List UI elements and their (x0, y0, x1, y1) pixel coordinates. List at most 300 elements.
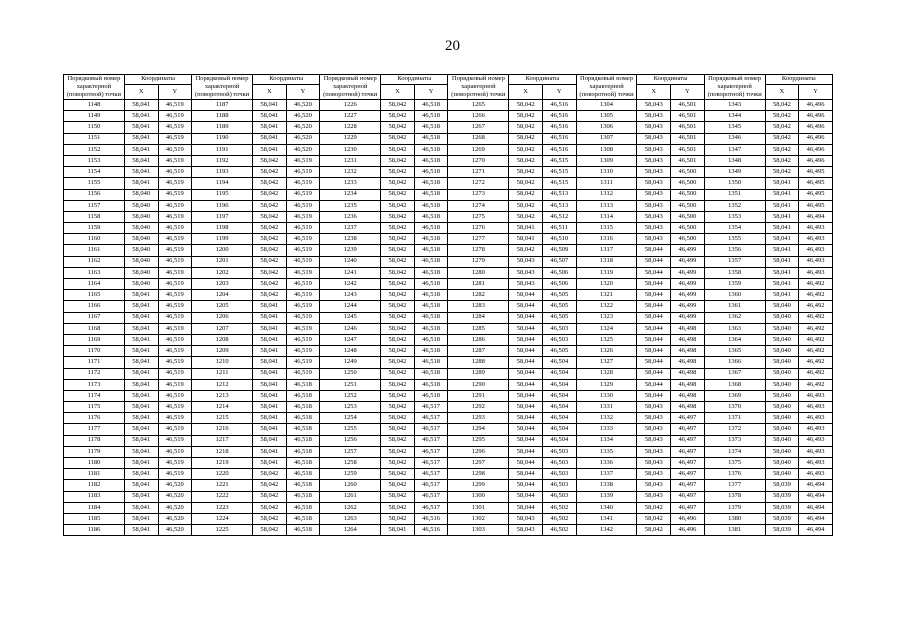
y-coordinate-cell: 46,499 (671, 312, 705, 323)
x-coordinate-cell: 58,043 (637, 480, 671, 491)
point-id-cell: 1214 (192, 402, 253, 413)
y-coordinate-cell: 46,504 (542, 435, 576, 446)
point-id-cell: 1372 (704, 424, 765, 435)
coordinates-table (63, 74, 833, 536)
x-coordinate-cell: 58,042 (381, 446, 415, 457)
x-coordinate-cell: 58,044 (509, 379, 543, 390)
y-coordinate-cell: 46,493 (799, 424, 833, 435)
point-id-cell: 1170 (64, 346, 125, 357)
y-coordinate-cell: 46,519 (158, 279, 192, 290)
table-row (64, 267, 833, 278)
y-coordinate-cell: 46,498 (671, 368, 705, 379)
point-id-cell: 1179 (64, 446, 125, 457)
x-coordinate-cell: 58,041 (124, 144, 158, 155)
y-coordinate-cell: 46,519 (158, 379, 192, 390)
x-coordinate-cell: 58,044 (509, 502, 543, 513)
y-coordinate-cell: 46,519 (158, 133, 192, 144)
point-id-cell: 1354 (704, 223, 765, 234)
x-coordinate-cell: 58,040 (765, 458, 799, 469)
point-id-cell: 1241 (320, 267, 381, 278)
point-id-cell: 1274 (448, 200, 509, 211)
point-id-cell: 1367 (704, 368, 765, 379)
x-coordinate-cell: 58,041 (765, 245, 799, 256)
point-id-cell: 1251 (320, 379, 381, 390)
y-coordinate-cell: 46,497 (671, 446, 705, 457)
x-coordinate-cell: 58,044 (509, 290, 543, 301)
point-id-cell: 1152 (64, 144, 125, 155)
x-coordinate-cell: 58,044 (509, 390, 543, 401)
point-id-cell: 1342 (576, 525, 637, 536)
x-header: X (381, 85, 415, 100)
x-header: X (124, 85, 158, 100)
x-coordinate-cell: 58,042 (253, 155, 287, 166)
point-id-cell: 1287 (448, 346, 509, 357)
x-coordinate-cell: 58,044 (509, 435, 543, 446)
table-row (64, 245, 833, 256)
y-coordinate-cell: 46,497 (671, 424, 705, 435)
y-coordinate-cell: 46,519 (158, 256, 192, 267)
x-coordinate-cell: 58,041 (124, 290, 158, 301)
y-coordinate-cell: 46,504 (542, 368, 576, 379)
y-coordinate-cell: 46,499 (671, 267, 705, 278)
x-coordinate-cell: 58,043 (637, 111, 671, 122)
x-coordinate-cell: 58,041 (124, 368, 158, 379)
table-row (64, 301, 833, 312)
y-coordinate-cell: 46,519 (286, 167, 320, 178)
x-coordinate-cell: 58,042 (381, 469, 415, 480)
y-coordinate-cell: 46,497 (671, 491, 705, 502)
y-coordinate-cell: 46,518 (414, 312, 448, 323)
point-id-cell: 1183 (64, 491, 125, 502)
point-id-cell: 1212 (192, 379, 253, 390)
y-coordinate-cell: 46,495 (799, 167, 833, 178)
x-coordinate-cell: 58,043 (637, 424, 671, 435)
y-coordinate-cell: 46,517 (414, 469, 448, 480)
point-id-cell: 1221 (192, 480, 253, 491)
y-coordinate-cell: 46,506 (542, 267, 576, 278)
x-coordinate-cell: 58,042 (381, 267, 415, 278)
point-id-cell: 1175 (64, 402, 125, 413)
x-header: X (765, 85, 799, 100)
y-coordinate-cell: 46,492 (799, 346, 833, 357)
y-coordinate-cell: 46,519 (286, 368, 320, 379)
x-coordinate-cell: 58,042 (381, 155, 415, 166)
point-id-cell: 1230 (320, 144, 381, 155)
point-id-cell: 1359 (704, 279, 765, 290)
x-coordinate-cell: 58,040 (765, 323, 799, 334)
y-header: Y (414, 85, 448, 100)
x-coordinate-cell: 58,044 (509, 334, 543, 345)
y-coordinate-cell: 46,517 (414, 458, 448, 469)
point-id-cell: 1173 (64, 379, 125, 390)
x-coordinate-cell: 58,041 (253, 133, 287, 144)
y-coordinate-cell: 46,504 (542, 402, 576, 413)
x-coordinate-cell: 58,042 (381, 334, 415, 345)
table-row (64, 279, 833, 290)
point-id-cell: 1284 (448, 312, 509, 323)
x-coordinate-cell: 58,042 (253, 200, 287, 211)
x-coordinate-cell: 58,041 (253, 334, 287, 345)
point-id-cell: 1333 (576, 424, 637, 435)
x-coordinate-cell: 58,043 (509, 256, 543, 267)
x-coordinate-cell: 58,044 (509, 357, 543, 368)
point-id-cell: 1302 (448, 513, 509, 524)
table-row (64, 133, 833, 144)
x-coordinate-cell: 58,042 (637, 502, 671, 513)
x-coordinate-cell: 58,042 (381, 413, 415, 424)
point-id-cell: 1271 (448, 167, 509, 178)
coordinates-header: Координаты (381, 75, 448, 85)
point-id-cell: 1248 (320, 346, 381, 357)
point-id-cell: 1231 (320, 155, 381, 166)
x-coordinate-cell: 58,042 (509, 122, 543, 133)
y-coordinate-cell: 46,503 (542, 334, 576, 345)
point-id-cell: 1186 (64, 525, 125, 536)
point-id-cell: 1273 (448, 189, 509, 200)
point-id-cell: 1197 (192, 211, 253, 222)
point-id-cell: 1371 (704, 413, 765, 424)
x-coordinate-cell: 58,041 (124, 525, 158, 536)
point-id-cell: 1189 (192, 122, 253, 133)
table-row (64, 513, 833, 524)
y-header: Y (542, 85, 576, 100)
point-id-cell: 1281 (448, 279, 509, 290)
point-id-cell: 1363 (704, 323, 765, 334)
y-coordinate-cell: 46,504 (542, 424, 576, 435)
x-header: X (509, 85, 543, 100)
point-id-cell: 1153 (64, 155, 125, 166)
y-coordinate-cell: 46,496 (799, 133, 833, 144)
point-id-cell: 1257 (320, 446, 381, 457)
x-coordinate-cell: 58,044 (637, 334, 671, 345)
y-coordinate-cell: 46,518 (286, 513, 320, 524)
point-id-cell: 1272 (448, 178, 509, 189)
point-id-cell: 1345 (704, 122, 765, 133)
coordinates-header: Координаты (124, 75, 191, 85)
y-coordinate-cell: 46,505 (542, 346, 576, 357)
point-id-cell: 1204 (192, 290, 253, 301)
y-coordinate-cell: 46,497 (671, 469, 705, 480)
point-id-cell: 1375 (704, 458, 765, 469)
y-coordinate-cell: 46,492 (799, 368, 833, 379)
x-coordinate-cell: 58,040 (124, 279, 158, 290)
point-id-cell: 1341 (576, 513, 637, 524)
point-id-cell: 1314 (576, 211, 637, 222)
x-coordinate-cell: 58,042 (509, 200, 543, 211)
x-coordinate-cell: 58,042 (381, 133, 415, 144)
x-coordinate-cell: 58,042 (381, 245, 415, 256)
y-coordinate-cell: 46,516 (542, 100, 576, 111)
point-id-cell: 1296 (448, 446, 509, 457)
x-coordinate-cell: 58,043 (637, 178, 671, 189)
x-coordinate-cell: 58,041 (124, 446, 158, 457)
x-coordinate-cell: 58,043 (637, 435, 671, 446)
point-id-cell: 1338 (576, 480, 637, 491)
x-coordinate-cell: 58,041 (253, 379, 287, 390)
point-id-cell: 1358 (704, 267, 765, 278)
point-id-cell: 1318 (576, 256, 637, 267)
x-coordinate-cell: 58,039 (765, 491, 799, 502)
y-coordinate-cell: 46,516 (414, 513, 448, 524)
point-id-cell: 1311 (576, 178, 637, 189)
y-coordinate-cell: 46,518 (286, 435, 320, 446)
point-id-cell: 1250 (320, 368, 381, 379)
x-coordinate-cell: 58,041 (253, 144, 287, 155)
x-coordinate-cell: 58,041 (124, 469, 158, 480)
y-coordinate-cell: 46,518 (414, 100, 448, 111)
x-coordinate-cell: 58,042 (381, 211, 415, 222)
point-id-cell: 1275 (448, 211, 509, 222)
x-coordinate-cell: 58,042 (381, 122, 415, 133)
point-id-cell: 1335 (576, 446, 637, 457)
y-coordinate-cell: 46,518 (414, 178, 448, 189)
y-coordinate-cell: 46,519 (158, 346, 192, 357)
point-id-cell: 1196 (192, 200, 253, 211)
x-coordinate-cell: 58,042 (253, 290, 287, 301)
point-id-cell: 1361 (704, 301, 765, 312)
table-row (64, 178, 833, 189)
point-id-cell: 1308 (576, 144, 637, 155)
point-id-cell: 1306 (576, 122, 637, 133)
y-coordinate-cell: 46,518 (414, 279, 448, 290)
x-coordinate-cell: 58,042 (381, 111, 415, 122)
point-id-cell: 1166 (64, 301, 125, 312)
y-coordinate-cell: 46,520 (158, 525, 192, 536)
x-coordinate-cell: 58,042 (509, 167, 543, 178)
x-coordinate-cell: 58,041 (253, 402, 287, 413)
y-coordinate-cell: 46,501 (671, 122, 705, 133)
x-coordinate-cell: 58,043 (637, 234, 671, 245)
x-coordinate-cell: 58,042 (381, 357, 415, 368)
x-coordinate-cell: 58,041 (124, 323, 158, 334)
point-id-cell: 1304 (576, 100, 637, 111)
x-coordinate-cell: 58,042 (381, 234, 415, 245)
point-id-cell: 1310 (576, 167, 637, 178)
y-coordinate-cell: 46,519 (158, 200, 192, 211)
x-coordinate-cell: 58,043 (637, 133, 671, 144)
point-id-cell: 1185 (64, 513, 125, 524)
coordinates-header: Координаты (509, 75, 576, 85)
y-coordinate-cell: 46,493 (799, 267, 833, 278)
x-coordinate-cell: 58,043 (637, 155, 671, 166)
y-coordinate-cell: 46,518 (414, 323, 448, 334)
x-coordinate-cell: 58,042 (381, 513, 415, 524)
x-coordinate-cell: 58,044 (637, 323, 671, 334)
y-coordinate-cell: 46,519 (158, 211, 192, 222)
point-id-cell: 1215 (192, 413, 253, 424)
x-coordinate-cell: 58,041 (253, 301, 287, 312)
table-row (64, 234, 833, 245)
x-coordinate-cell: 58,041 (253, 424, 287, 435)
x-coordinate-cell: 58,044 (509, 312, 543, 323)
point-id-cell: 1180 (64, 458, 125, 469)
point-id-cell: 1368 (704, 379, 765, 390)
y-coordinate-cell: 46,492 (799, 323, 833, 334)
point-id-cell: 1322 (576, 301, 637, 312)
table-row (64, 368, 833, 379)
point-id-cell: 1353 (704, 211, 765, 222)
point-id-cell: 1213 (192, 390, 253, 401)
point-id-cell: 1177 (64, 424, 125, 435)
point-id-cell: 1295 (448, 435, 509, 446)
x-coordinate-cell: 58,040 (765, 469, 799, 480)
x-coordinate-cell: 58,042 (381, 480, 415, 491)
x-coordinate-cell: 58,043 (637, 413, 671, 424)
point-id-cell: 1283 (448, 301, 509, 312)
x-coordinate-cell: 58,042 (381, 402, 415, 413)
point-id-cell: 1249 (320, 357, 381, 368)
y-coordinate-cell: 46,497 (671, 480, 705, 491)
point-id-cell: 1228 (320, 122, 381, 133)
point-id-cell: 1182 (64, 480, 125, 491)
x-coordinate-cell: 58,041 (253, 413, 287, 424)
x-coordinate-cell: 58,044 (637, 245, 671, 256)
point-id-cell: 1194 (192, 178, 253, 189)
table-header (64, 75, 833, 100)
y-coordinate-cell: 46,519 (158, 458, 192, 469)
y-coordinate-cell: 46,518 (286, 480, 320, 491)
y-coordinate-cell: 46,518 (414, 144, 448, 155)
x-coordinate-cell: 58,041 (765, 189, 799, 200)
header-row (64, 75, 833, 85)
point-id-cell: 1339 (576, 491, 637, 502)
x-coordinate-cell: 58,042 (381, 178, 415, 189)
x-coordinate-cell: 58,041 (124, 435, 158, 446)
x-coordinate-cell: 58,042 (253, 525, 287, 536)
point-id-cell: 1370 (704, 402, 765, 413)
y-coordinate-cell: 46,492 (799, 334, 833, 345)
y-coordinate-cell: 46,517 (414, 502, 448, 513)
x-coordinate-cell: 58,041 (124, 480, 158, 491)
point-id-cell: 1226 (320, 100, 381, 111)
x-coordinate-cell: 58,043 (637, 122, 671, 133)
x-coordinate-cell: 58,040 (124, 267, 158, 278)
y-coordinate-cell: 46,519 (286, 245, 320, 256)
y-coordinate-cell: 46,519 (286, 323, 320, 334)
y-coordinate-cell: 46,494 (799, 525, 833, 536)
x-coordinate-cell: 58,044 (509, 458, 543, 469)
point-id-cell: 1156 (64, 189, 125, 200)
x-coordinate-cell: 58,044 (637, 312, 671, 323)
point-id-cell: 1174 (64, 390, 125, 401)
x-coordinate-cell: 58,042 (253, 189, 287, 200)
y-coordinate-cell: 46,518 (414, 390, 448, 401)
point-id-cell: 1299 (448, 480, 509, 491)
x-coordinate-cell: 58,043 (637, 144, 671, 155)
y-coordinate-cell: 46,518 (414, 167, 448, 178)
x-coordinate-cell: 58,044 (509, 301, 543, 312)
y-coordinate-cell: 46,492 (799, 357, 833, 368)
x-coordinate-cell: 58,041 (124, 301, 158, 312)
x-coordinate-cell: 58,040 (765, 446, 799, 457)
point-id-cell: 1155 (64, 178, 125, 189)
x-header: X (253, 85, 287, 100)
point-id-cell: 1379 (704, 502, 765, 513)
x-coordinate-cell: 58,042 (253, 211, 287, 222)
x-coordinate-cell: 58,041 (765, 234, 799, 245)
y-coordinate-cell: 46,498 (671, 402, 705, 413)
x-coordinate-cell: 58,041 (124, 413, 158, 424)
x-coordinate-cell: 58,041 (124, 390, 158, 401)
x-coordinate-cell: 58,042 (253, 279, 287, 290)
x-coordinate-cell: 58,043 (637, 469, 671, 480)
table-row (64, 334, 833, 345)
table-row (64, 211, 833, 222)
x-coordinate-cell: 58,040 (765, 357, 799, 368)
y-coordinate-cell: 46,501 (671, 133, 705, 144)
y-coordinate-cell: 46,519 (286, 267, 320, 278)
table-row (64, 200, 833, 211)
x-coordinate-cell: 58,042 (509, 155, 543, 166)
y-coordinate-cell: 46,518 (414, 133, 448, 144)
point-id-cell: 1351 (704, 189, 765, 200)
point-id-cell: 1330 (576, 390, 637, 401)
y-coordinate-cell: 46,515 (542, 167, 576, 178)
y-coordinate-cell: 46,518 (414, 189, 448, 200)
point-id-cell: 1232 (320, 167, 381, 178)
x-coordinate-cell: 58,043 (637, 458, 671, 469)
y-coordinate-cell: 46,496 (799, 100, 833, 111)
point-number-header: Порядковый номер характерной (поворотной) точки (704, 75, 765, 100)
y-coordinate-cell: 46,499 (671, 279, 705, 290)
y-coordinate-cell: 46,503 (542, 323, 576, 334)
y-coordinate-cell: 46,493 (799, 223, 833, 234)
x-coordinate-cell: 58,041 (765, 200, 799, 211)
y-coordinate-cell: 46,519 (158, 122, 192, 133)
point-id-cell: 1211 (192, 368, 253, 379)
y-coordinate-cell: 46,518 (414, 256, 448, 267)
point-number-header: Порядковый номер характерной (поворотной) точки (576, 75, 637, 100)
point-id-cell: 1280 (448, 267, 509, 278)
x-coordinate-cell: 58,042 (381, 144, 415, 155)
point-id-cell: 1347 (704, 144, 765, 155)
y-coordinate-cell: 46,519 (158, 435, 192, 446)
y-coordinate-cell: 46,519 (158, 357, 192, 368)
y-coordinate-cell: 46,503 (542, 480, 576, 491)
x-coordinate-cell: 58,043 (509, 279, 543, 290)
x-coordinate-cell: 58,043 (637, 167, 671, 178)
y-coordinate-cell: 46,518 (414, 223, 448, 234)
y-coordinate-cell: 46,519 (286, 346, 320, 357)
table-row (64, 189, 833, 200)
x-coordinate-cell: 58,042 (381, 256, 415, 267)
point-id-cell: 1316 (576, 234, 637, 245)
point-id-cell: 1265 (448, 100, 509, 111)
point-id-cell: 1343 (704, 100, 765, 111)
point-id-cell: 1184 (64, 502, 125, 513)
point-id-cell: 1328 (576, 368, 637, 379)
point-id-cell: 1340 (576, 502, 637, 513)
page-number: 20 (445, 38, 460, 54)
x-coordinate-cell: 58,040 (765, 334, 799, 345)
point-id-cell: 1254 (320, 413, 381, 424)
point-id-cell: 1365 (704, 346, 765, 357)
x-coordinate-cell: 58,042 (253, 502, 287, 513)
y-coordinate-cell: 46,518 (414, 155, 448, 166)
point-id-cell: 1176 (64, 413, 125, 424)
x-coordinate-cell: 58,040 (765, 435, 799, 446)
point-id-cell: 1172 (64, 368, 125, 379)
point-id-cell: 1187 (192, 100, 253, 111)
point-id-cell: 1201 (192, 256, 253, 267)
y-header: Y (799, 85, 833, 100)
x-header: X (637, 85, 671, 100)
x-coordinate-cell: 58,041 (124, 502, 158, 513)
x-coordinate-cell: 58,041 (124, 334, 158, 345)
table-body (64, 100, 833, 536)
x-coordinate-cell: 58,039 (765, 513, 799, 524)
point-id-cell: 1247 (320, 334, 381, 345)
